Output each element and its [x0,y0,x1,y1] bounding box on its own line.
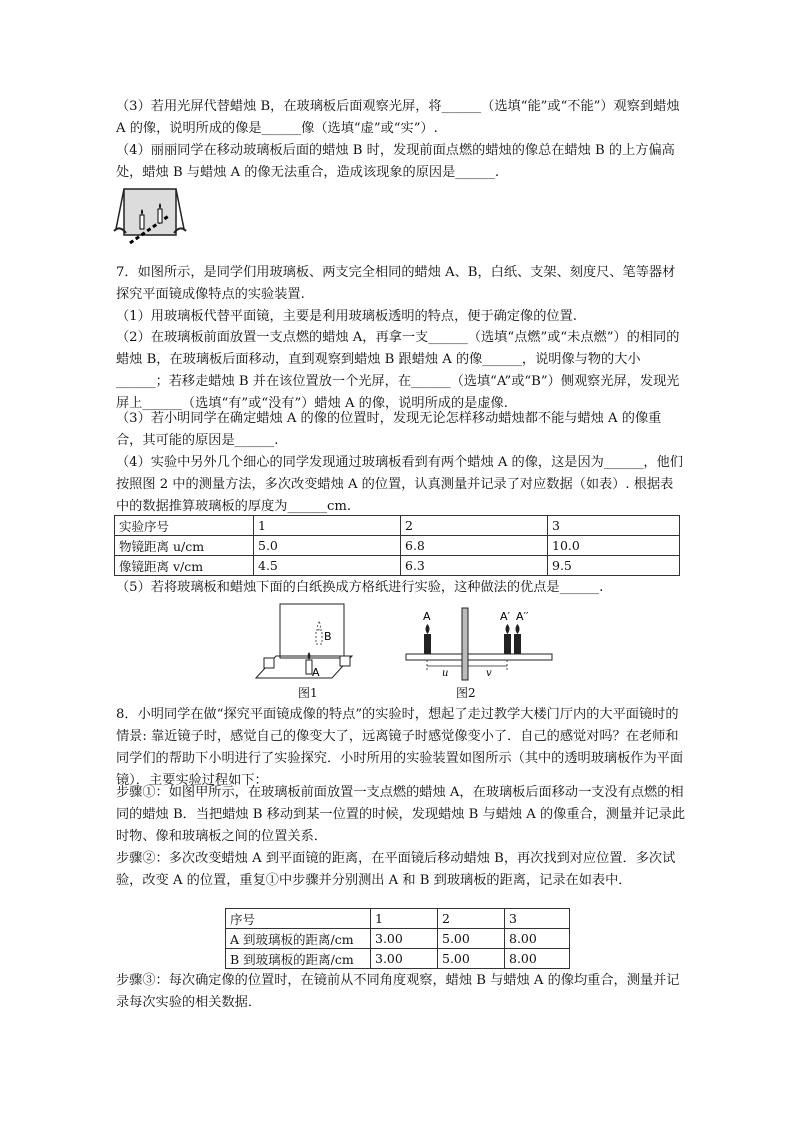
figure-label: A′′ [516,610,529,623]
table-cell: 3 [548,516,680,536]
q6-part3: （3）若用光屏代替蜡烛 B，在玻璃板后面观察光屏，将______（选填“能”或“不能”）观察到蜡烛 A 的像，说明所成的像是______像（选填“虚”或“实”）. [116,99,680,136]
figure-2-caption: 图2 [456,686,476,700]
table-row [226,929,570,949]
table-cell: 实验序号 [115,516,254,536]
figure-label: u [442,668,449,679]
table-cell: 4.5 [254,556,401,576]
q8-step1: 步骤①：如图甲所示，在玻璃板前面放置一支点燃的蜡烛 A，在玻璃板后面移动一支没有点燃的相同的蜡烛 B．当把蜡烛 B 移动到某一位置的时候，发现蜡烛 B 与蜡烛 A 的像重合，测量并记录此时物、像和玻璃板之间的位置关系． [116,785,686,844]
figure-label: A [312,666,320,679]
table-row [226,909,570,929]
table-cell: 3 [505,909,570,929]
table-cell: 物镜距离 u/cm [115,536,254,556]
table-cell: 2 [438,909,505,929]
q7-data-table [114,515,680,576]
q7-part3: （3）若小明同学在确定蜡烛 A 的像的位置时，发现无论怎样移动蜡烛都不能与蜡烛 A 的像重合，其可能的原因是______. [116,411,662,448]
q8-step2: 步骤②：多次改变蜡烛 A 到平面镜的距离，在平面镜后移动蜡烛 B，再次找到对应位置．多次试验，改变 A 的位置，重复①中步骤并分别测出 A 和 B 到玻璃板的距离，记录在如表中． [116,851,676,888]
q7-part1: （1）用玻璃板代替平面镜，主要是利用玻璃板透明的特点，便于确定像的位置. [116,309,577,324]
figure-1-caption: 图1 [298,686,318,700]
table-cell: A 到玻璃板的距离/cm [226,929,371,949]
table-row [115,556,680,576]
figure-label: A [423,610,431,623]
q8-data-table [225,908,570,969]
table-row [115,536,680,556]
q8-stem: 8．小明同学在做“探究平面镜成像的特点”的实验时，想起了走过教学大楼门厅内的大平面镜时的情景: 靠近镜子时，感觉自己的像变大了，远离镜子时感觉像变小了．自己的感觉对吗？在老师和同学们的帮助下小明进行了实验探究．小时所用的实验装置如图所示（其中的透明玻璃板作为平面镜）．主要实验过程如下： [116,707,684,788]
q7-part4: （4）实验中另外几个细心的同学发现通过玻璃板看到有两个蜡烛 A 的像，这是因为______，他们按照图 2 中的测量方法，多次改变蜡烛 A 的位置，认真测量并记录了对应数据（如表）. 根据表中的数据推算玻璃板的厚度为______cm. [116,455,683,514]
table-cell: 序号 [226,909,371,929]
q7-part2: （2）在玻璃板前面放置一支点燃的蜡烛 A，再拿一支______（选填“点燃”或“未点燃”）的相同的蜡烛 B，在玻璃板后面移动，直到观察到蜡烛 B 跟蜡烛 A 的像______，说明像与物的大小______；若移走蜡烛 B 并在该位置放一个光屏，在______（选填“A”或“B”）侧观察光屏，发现光屏上______（选填“有”或“没有”）蜡烛 A 的像，说明所成的是虚像. [116,330,680,411]
table-cell: 6.3 [401,556,548,576]
table-cell: 3.00 [371,929,438,949]
table-cell: 5.0 [254,536,401,556]
table-cell: 10.0 [548,536,680,556]
table-cell: 像镜距离 v/cm [115,556,254,576]
table-cell: 5.00 [438,949,505,969]
q7-figure-1 [252,600,360,682]
table-cell: 8.00 [505,949,570,969]
q7-figure-2 [404,604,554,684]
figure-label: v [486,668,492,679]
q7-part5: （5）若将玻璃板和蜡烛下面的白纸换成方格纸进行实验，这种做法的优点是______. [116,580,604,595]
q6-glass-plate-figure [112,185,188,249]
table-cell: B 到玻璃板的距离/cm [226,949,371,969]
q7-stem: 7．如图所示，是同学们用玻璃板、两支完全相同的蜡烛 A、B，白纸、支架、刻度尺、笔等器材探究平面镜成像特点的实验装置. [116,265,676,302]
q8-step3: 步骤③：每次确定像的位置时，在镜前从不同角度观察，蜡烛 B 与蜡烛 A 的像均重合，测量并记录每次实验的相关数据． [116,973,680,1010]
table-cell: 6.8 [401,536,548,556]
table-row [226,949,570,969]
table-cell: 8.00 [505,929,570,949]
table-cell: 3.00 [371,949,438,969]
figure-label: A′ [500,610,511,623]
table-cell: 1 [254,516,401,536]
table-row [115,516,680,536]
table-cell: 2 [401,516,548,536]
table-cell: 5.00 [438,929,505,949]
q6-part4: （4）丽丽同学在移动玻璃板后面的蜡烛 B 时，发现前面点燃的蜡烛的像总在蜡烛 B 的上方偏高处，蜡烛 B 与蜡烛 A 的像无法重合，造成该现象的原因是______. [116,143,675,180]
table-cell: 9.5 [548,556,680,576]
table-cell: 1 [371,909,438,929]
figure-label: B [324,630,332,643]
